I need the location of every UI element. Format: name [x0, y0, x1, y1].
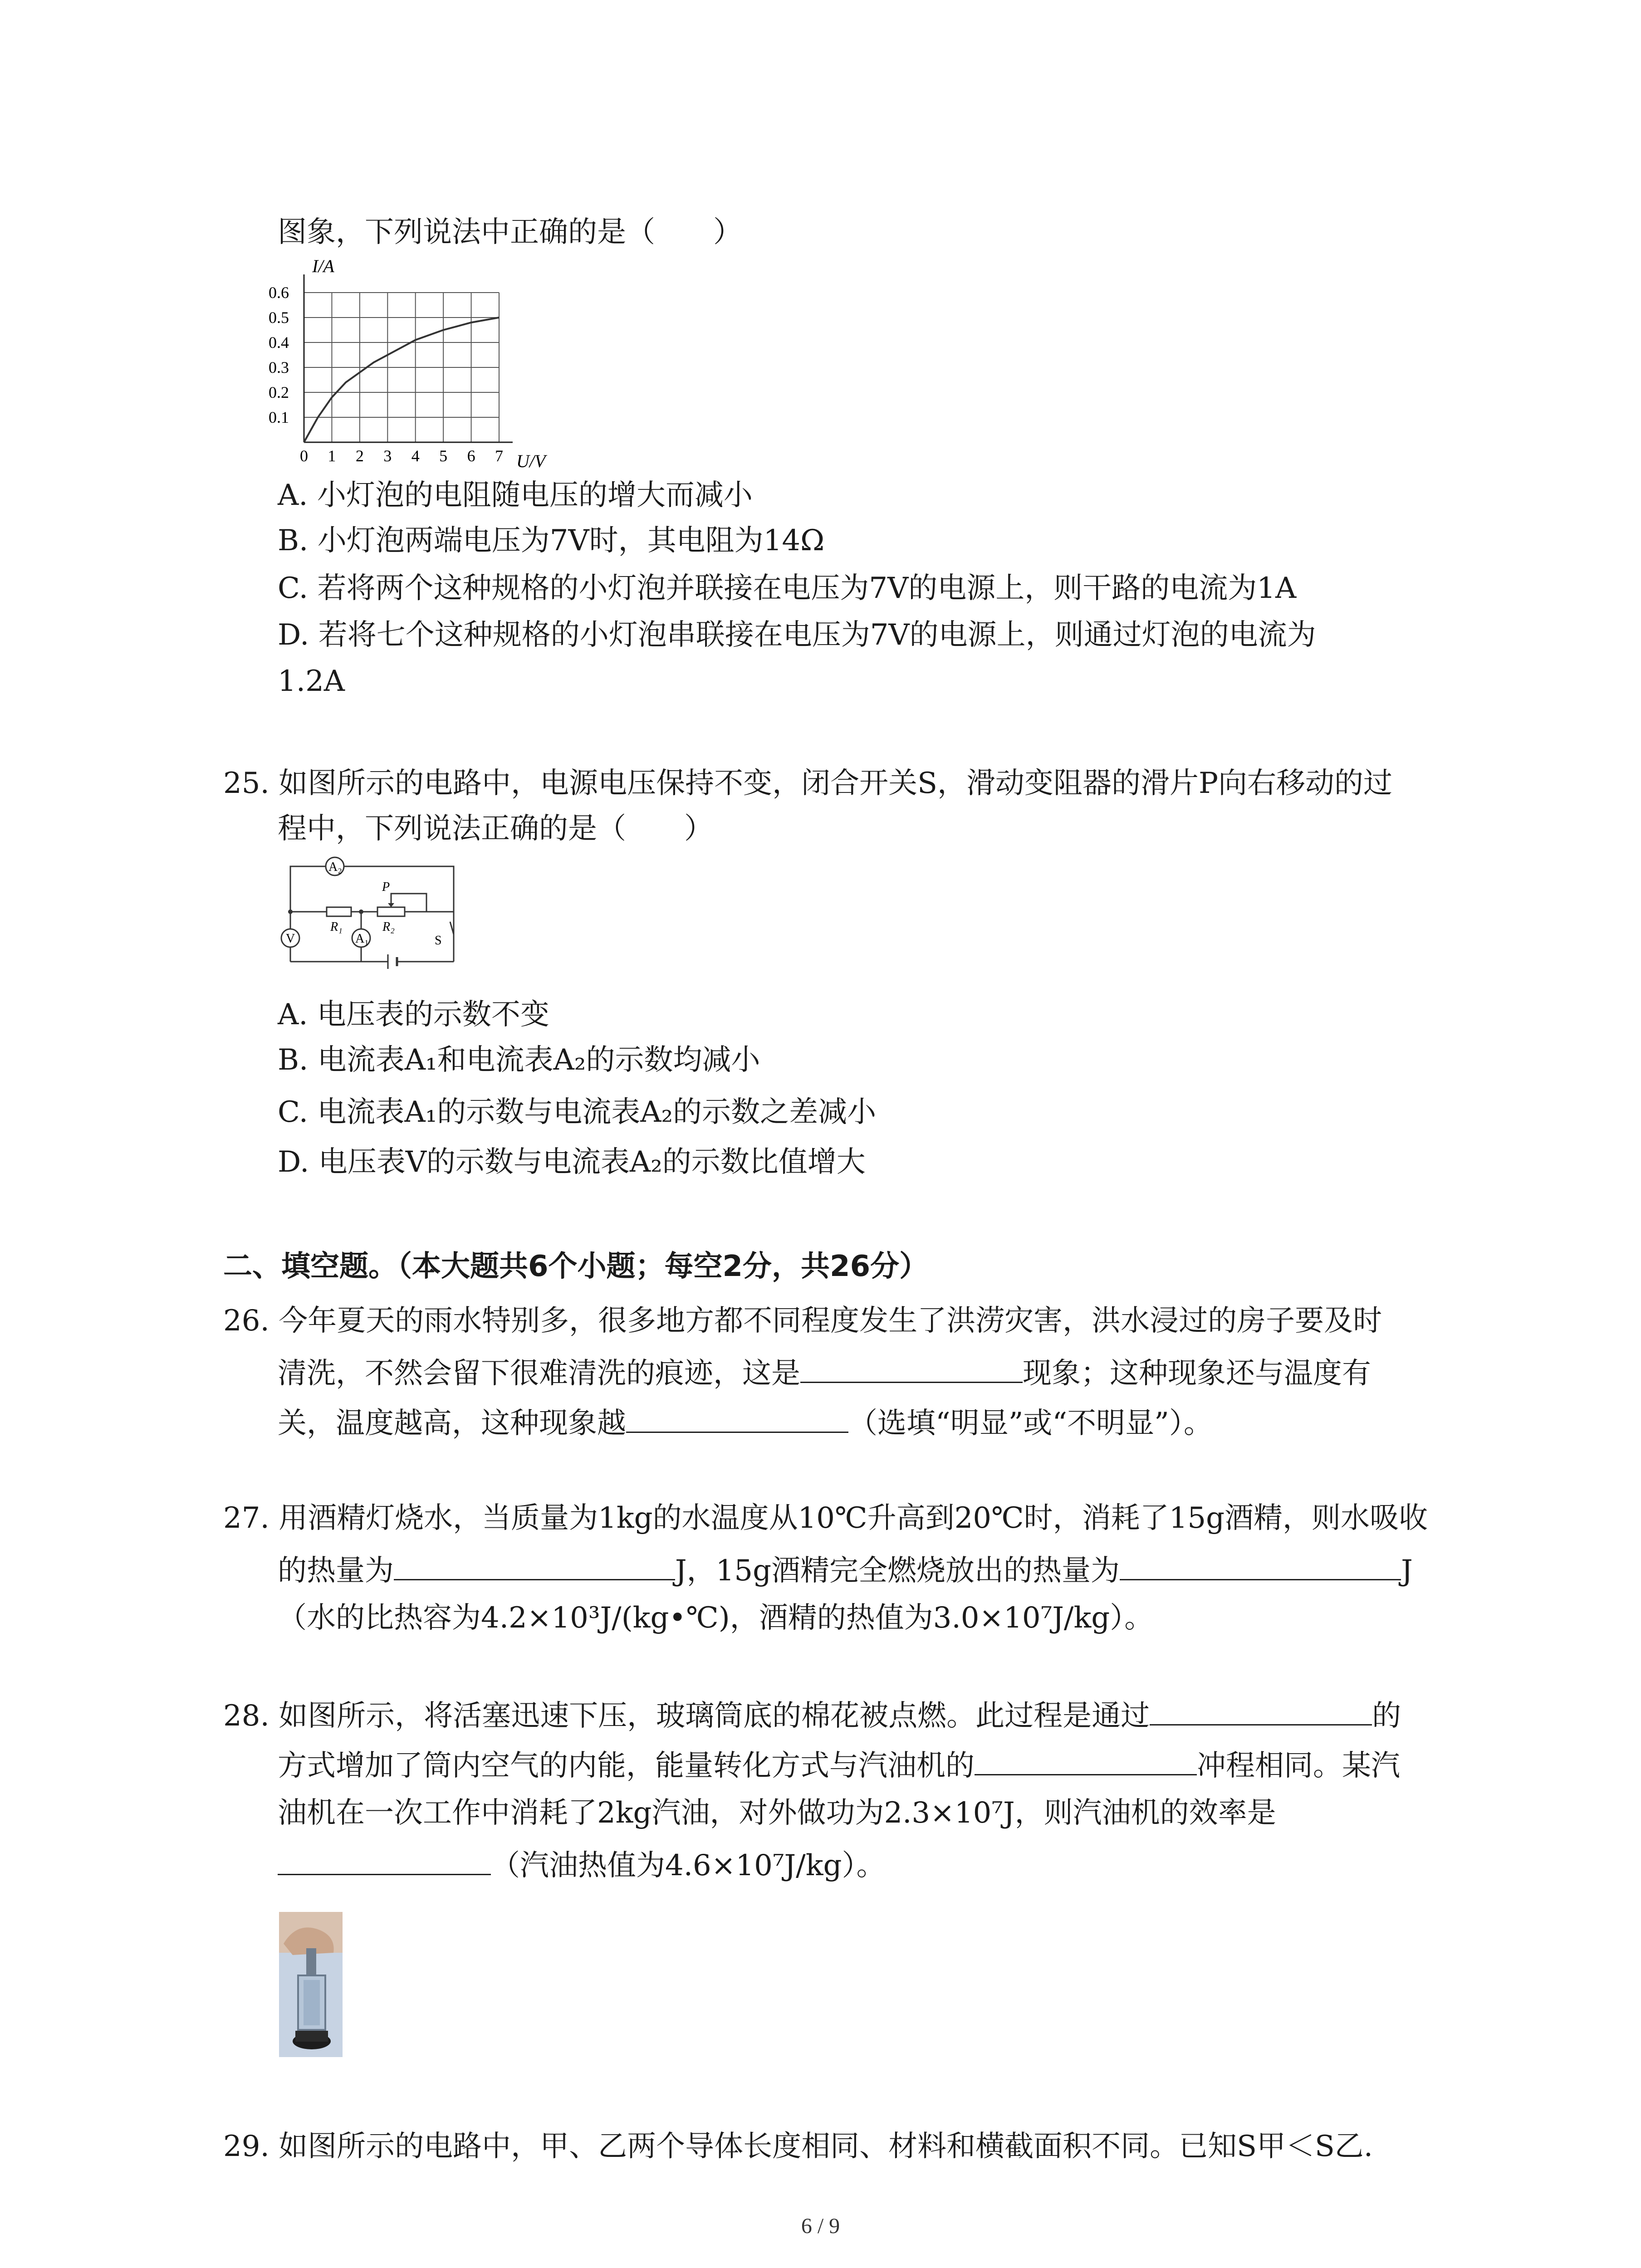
section-title: 二、填空题。（本大题共6个小题；每空2分，共26分） [223, 1250, 929, 1283]
y-tick-label: 0.4 [269, 333, 289, 352]
q27-blank-1[interactable] [394, 1554, 675, 1580]
q28-blank-3[interactable] [278, 1848, 491, 1875]
q24-option-d: D. 若将七个这种规格的小灯泡串联接在电压为7V的电源上，则通过灯泡的电流为 [278, 618, 1316, 652]
q25-line2: 程中，下列说法正确的是（ ） [278, 812, 713, 846]
y-tick-label: 0.1 [269, 408, 289, 426]
y-axis-label: I/A [312, 256, 334, 276]
q28-blank-2[interactable] [975, 1749, 1197, 1775]
q28-line1: 28. 如图所示，将活塞迅速下压，玻璃筒底的棉花被点燃。此过程是通过 的 [223, 1699, 1401, 1733]
q24-option-a: A. 小灯泡的电阻随电压的增大而减小 [278, 479, 753, 512]
q26-line3: 关，温度越高，这种现象越 （选填“明显”或“不明显”）。 [278, 1407, 1213, 1440]
y-tick-label: 0.6 [269, 284, 289, 302]
q25-option-b: B. 电流表A₁和电流表A₂的示数均减小 [278, 1043, 760, 1077]
q28-line2: 方式增加了筒内空气的内能，能量转化方式与汽油机的 冲程相同。某汽 [278, 1749, 1400, 1783]
q29-line1: 29. 如图所示的电路中，甲、乙两个导体长度相同、材料和横截面积不同。已知S甲＜S乙. [223, 2130, 1373, 2163]
q28-blank-1[interactable] [1150, 1699, 1372, 1725]
voltmeter-label: V [286, 932, 295, 946]
q28-line3: 油机在一次工作中消耗了2kg汽油，对外做功为2.3×10⁷J，则汽油机的效率是 [278, 1796, 1276, 1830]
q26-blank-2[interactable] [626, 1406, 848, 1433]
graph-grid [304, 293, 499, 442]
q27-line3: （水的比热容为4.2×10³J/(kg•℃)，酒精的热值为3.0×10⁷J/kg）。 [278, 1601, 1154, 1635]
x-tick-label: 0 [300, 447, 308, 465]
y-tick-label: 0.5 [269, 308, 289, 327]
q25-line1: 25. 如图所示的电路中，电源电压保持不变，闭合开关S，滑动变阻器的滑片P向右移动的过 [223, 767, 1393, 800]
x-tick-label: 4 [411, 447, 420, 465]
x-tick-label: 2 [355, 447, 364, 465]
q24-option-d-cont: 1.2A [278, 665, 345, 698]
q27-line2: 的热量为 J，15g酒精完全燃烧放出的热量为 J [278, 1554, 1413, 1588]
q26-line2: 清洗，不然会留下很难清洗的痕迹，这是 现象；这种现象还与温度有 [278, 1357, 1371, 1390]
q25-option-a: A. 电压表的示数不变 [278, 998, 549, 1031]
x-tick-label: 7 [495, 447, 503, 465]
slider-p-label: P [382, 880, 390, 894]
ammeter-a1-label: A₁ [355, 932, 369, 946]
x-tick-label: 5 [439, 447, 448, 465]
page-number: 6 / 9 [801, 2214, 840, 2238]
iu-graph [259, 254, 576, 481]
r1-label: R₁ [330, 920, 343, 934]
x-axis-label: U/V [516, 451, 546, 471]
q28-line4: （汽油热值为4.6×10⁷J/kg）。 [278, 1848, 885, 1880]
q26-line1: 26. 今年夏天的雨水特别多，很多地方都不同程度发生了洪涝灾害，洪水浸过的房子要及时 [223, 1304, 1382, 1338]
switch-s-label: S [435, 934, 442, 948]
q26-blank-1[interactable] [800, 1356, 1023, 1383]
q24-option-c: C. 若将两个这种规格的小灯泡并联接在电压为7V的电源上，则干路的电流为1A [278, 572, 1297, 605]
q24-lead: 图象，下列说法中正确的是（ ） [278, 215, 742, 249]
x-tick-label: 1 [328, 447, 336, 465]
y-tick-label: 0.2 [269, 383, 289, 401]
q25-option-d: D. 电压表V的示数与电流表A₂的示数比值增大 [278, 1145, 866, 1179]
q25-option-c: C. 电流表A₁的示数与电流表A₂的示数之差减小 [278, 1095, 877, 1129]
q24-option-b: B. 小灯泡两端电压为7V时，其电阻为14Ω [278, 524, 825, 557]
circuit-diagram [272, 844, 472, 993]
r2-label: R₂ [382, 920, 395, 934]
y-tick-label: 0.3 [269, 358, 289, 376]
q27-line1: 27. 用酒精灯烧水，当质量为1kg的水温度从10℃升高到20℃时，消耗了15g酒精，则水吸收 [223, 1501, 1428, 1535]
ammeter-a2-label: A₂ [328, 860, 342, 874]
piston-photo [279, 1912, 343, 2057]
q27-blank-2[interactable] [1120, 1554, 1401, 1580]
x-tick-label: 6 [467, 447, 475, 465]
iu-curve [304, 318, 499, 442]
x-tick-label: 3 [383, 447, 392, 465]
